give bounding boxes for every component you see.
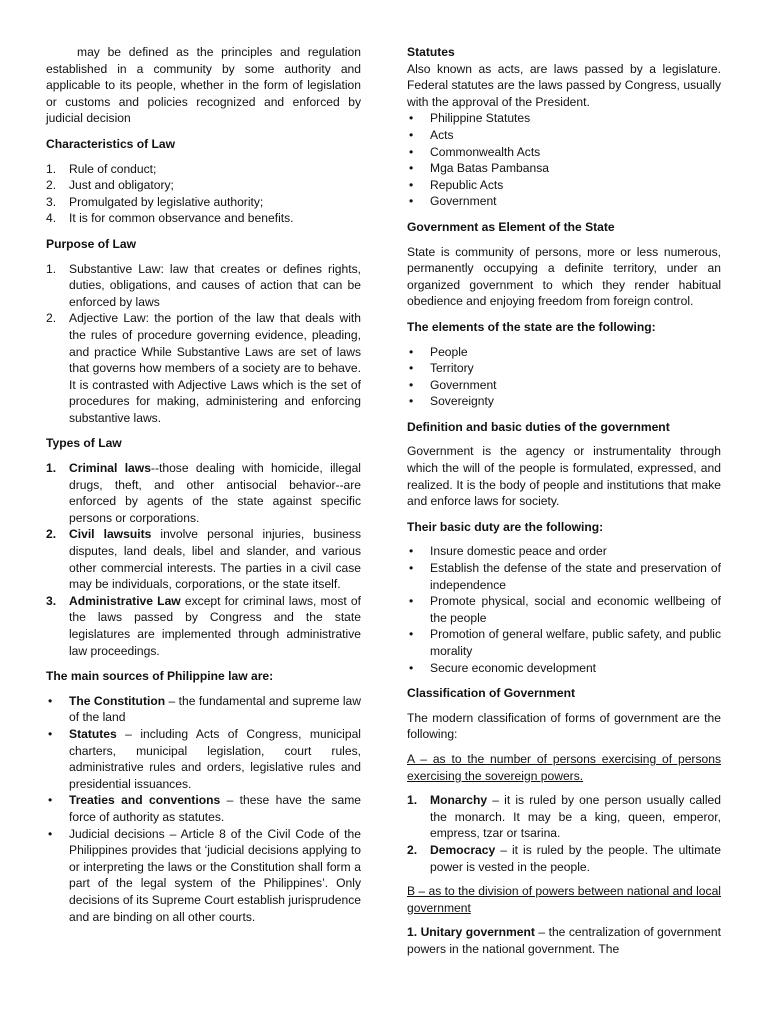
purpose-heading: Purpose of Law [46, 236, 137, 251]
list-item: • Promotion of general welfare, public safety, and public morality [409, 627, 721, 658]
list-item: 1. Rule of conduct; [46, 161, 157, 176]
bullet-icon: • [409, 194, 414, 209]
classification-a-list [407, 792, 721, 875]
list-item: 3. Promulgated by legislative authority; [46, 194, 264, 209]
classification-paragraph: The modern classification of forms of government are the following: [407, 710, 721, 742]
list-item: 1. Monarchy – it is ruled by one person usually called the monarch. It may be a king, queen, emperor, empress, tzar or tsarina. [407, 793, 721, 841]
characteristics-heading: Characteristics of Law [46, 136, 176, 151]
bullet-icon: • [409, 561, 414, 576]
elements-list [407, 344, 721, 410]
classification-a: A – as to the number of persons exercising of persons exercising the sovereign powers. [407, 751, 721, 783]
bullet-icon: • [409, 344, 414, 359]
bullet-icon: • [409, 177, 414, 192]
elements-heading: The elements of the state are the following: [407, 319, 656, 334]
types-list [46, 460, 361, 659]
list-item: • Statutes – including Acts of Congress, municipal charters, municipal legislation, court rules, administrative rules and orders, legislative rules and presidential issuances. [48, 726, 361, 791]
statutes-paragraph: Also known as acts, are laws passed by a legislature. Federal statutes are the laws passed by Congress, usually with the approval of the President. [407, 61, 721, 109]
bullet-icon: • [409, 394, 414, 409]
list-item: 2. Civil lawsuits involve personal injuries, business disputes, land deals, libel and slander, and various other commercial interests. The parties in a civil case may be individuals, corporations, or the state itself. [46, 527, 361, 592]
bullet-icon: • [48, 826, 53, 841]
list-item: • Judicial decisions – Article 8 of the Civil Code of the Philippines provides that ‘judicial decisions applying to or interpreting the laws or the Constitution shall form a part of the legal system of the Philippines’. Only decisions of its Supreme Court establish jurisprudence and are binding on all other courts. [48, 826, 361, 924]
duties-list [407, 543, 721, 676]
sources-heading: The main sources of Philippine law are: [46, 669, 274, 684]
list-item: 2. Democracy – it is ruled by the people. The ultimate power is vested in the people. [407, 842, 721, 874]
classification-b: B – as to the division of powers between national and local government [407, 884, 721, 915]
list-item: 2. Adjective Law: the portion of the law that deals with the rules of procedure governing evidence, pleading, and practice While Substantive Laws are set of laws that governs how members of a society are to behave. It is contrasted with Adjective Laws which is the set of procedures for making, administering and enforcing substantive laws. [46, 311, 361, 425]
definition-heading: Definition and basic duties of the government [407, 419, 670, 434]
bullet-icon: • [409, 544, 414, 559]
characteristics-list [46, 161, 361, 227]
list-item: • Promote physical, social and economic wellbeing of the people [409, 594, 721, 625]
list-item: • Acts [409, 127, 454, 142]
list-item: • Insure domestic peace and order [409, 544, 607, 559]
left-column [46, 44, 361, 925]
intro-paragraph: may be defined as the principles and regulation established in a community by some authority and applicable to its people, whether in the form of legislation or customs and policies recognized and enforced by judicial decision [46, 45, 361, 126]
state-definition: State is community of persons, more or less numerous, permanently occupying a definite territory, under an organized government to which they render habitual obedience and enjoying freedom from foreign control. [407, 244, 721, 309]
statutes-list [407, 110, 721, 210]
list-item: • Republic Acts [409, 177, 504, 192]
list-item: • Government [409, 194, 497, 209]
list-item: • The Constitution – the fundamental and supreme law of the land [48, 693, 362, 725]
bullet-icon: • [409, 627, 414, 642]
list-item: • Treaties and conventions – these have the same force of authority as statutes. [48, 793, 361, 824]
bullet-icon: • [409, 144, 414, 159]
bullet-icon: • [48, 726, 53, 741]
statutes-heading: Statutes [407, 45, 455, 59]
list-item: • People [409, 344, 468, 359]
list-item: • Philippine Statutes [409, 111, 531, 126]
types-heading: Types of Law [46, 436, 122, 451]
bullet-icon: • [409, 594, 414, 609]
list-item: 1. Criminal laws--those dealing with homicide, illegal drugs, theft, and other antisocial behavior--are enforced by agents of the state against specific persons or corporations. [46, 461, 361, 525]
bullet-icon: • [48, 793, 53, 808]
list-item: 1. Substantive Law: law that creates or defines rights, duties, obligations, and causes of action that can be enforced by laws [46, 261, 361, 309]
bullet-icon: • [409, 361, 414, 376]
bullet-icon: • [409, 111, 414, 126]
bullet-icon: • [409, 161, 414, 176]
right-column [407, 44, 721, 958]
list-item: • Mga Batas Pambansa [409, 161, 549, 176]
list-item: • Territory [409, 361, 474, 376]
duties-heading: Their basic duty are the following: [407, 519, 604, 534]
list-item: • Secure economic development [409, 660, 597, 675]
sources-list [46, 693, 361, 925]
classification-heading: Classification of Government [407, 686, 576, 701]
bullet-icon: • [409, 377, 414, 392]
purpose-list [46, 261, 361, 427]
bullet-icon: • [409, 127, 414, 142]
list-item: 4. It is for common observance and benefits. [46, 211, 294, 226]
bullet-icon: • [48, 693, 53, 708]
list-item: • Commonwealth Acts [409, 144, 541, 159]
list-item: • Government [409, 377, 497, 392]
classification-b-item: 1. Unitary government – the centralization of government powers in the national government. The [407, 925, 721, 956]
list-item: • Sovereignty [409, 394, 494, 409]
government-element-heading: Government as Element of the State [407, 219, 615, 234]
definition-paragraph: Government is the agency or instrumentality through which the will of the people is formulated, expressed, and realized. It is the body of people and institutions that make and enforce laws for society. [407, 444, 721, 509]
bullet-icon: • [409, 660, 414, 675]
list-item: 2. Just and obligatory; [46, 178, 174, 193]
list-item: • Establish the defense of the state and preservation of independence [409, 561, 721, 592]
list-item: 3. Administrative Law except for criminal laws, most of the laws passed by Congress and the state legislatures are implemented through administrative law proceedings. [46, 593, 361, 658]
